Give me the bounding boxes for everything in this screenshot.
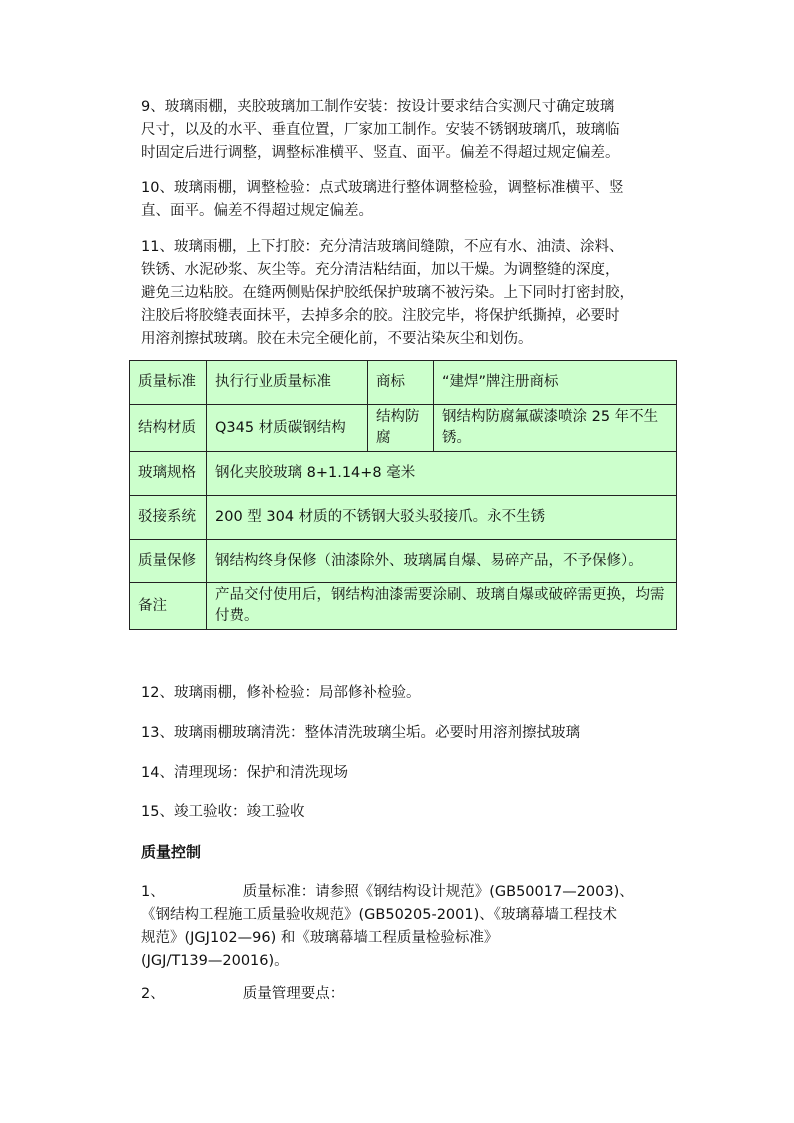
item-text: 质量标准：请参照《钢结构设计规范》(GB50017—2003)、: [242, 884, 634, 900]
text-line: 注胶后将胶缝表面抹平，去掉多余的胶。注胶完毕，将保护纸撕掉，必要时: [141, 308, 620, 324]
text-line: 《钢结构工程施工质量验收规范》(GB50205-2001)、《玻璃幕墙工程技术: [141, 907, 618, 923]
row-label-structure-material: 结构材质: [130, 405, 207, 452]
text-line: 时固定后进行调整，调整标准横平、竖直、面平。偏差不得超过规定偏差。: [141, 145, 620, 161]
text-line: 铁锈、水泥砂浆、灰尘等。充分清洁粘结面，加以干燥。为调整缝的深度，: [141, 262, 620, 278]
row-label-connection-system: 驳接系统: [130, 496, 207, 540]
table-row: [130, 540, 677, 583]
paragraph-step-10: [141, 177, 661, 223]
item-number: 1、: [141, 884, 165, 900]
text-line: 11、玻璃雨棚，上下打胶：充分清洁玻璃间缝隙，不应有水、油渍、涂料、: [141, 239, 624, 255]
text-line: (JGJ/T139—20016)。: [141, 953, 289, 969]
text-line: 15、竣工验收：竣工验收: [141, 804, 305, 820]
text-line: 12、玻璃雨棚，修补检验：局部修补检验。: [141, 685, 421, 701]
text-line: 10、玻璃雨棚，调整检验：点式玻璃进行整体调整检验，调整标准横平、竖: [141, 180, 624, 196]
paragraph-step-13: [141, 722, 661, 745]
table-row: [130, 361, 677, 405]
paragraph-step-11: [141, 236, 661, 351]
quality-item-1: [141, 881, 661, 973]
table-row: [130, 496, 677, 540]
text-line: [141, 881, 661, 904]
paragraph-step-12: [141, 682, 661, 705]
row-label-remarks: 备注: [130, 583, 207, 630]
quality-standard-value: 执行行业质量标准: [207, 361, 368, 405]
text-line: 13、玻璃雨棚玻璃清洗：整体清洗玻璃尘垢。必要时用溶剂擦拭玻璃: [141, 725, 580, 741]
trademark-value: “建焊”牌注册商标: [434, 361, 677, 405]
glass-spec-value: 钢化夹胶玻璃 8+1.14+8 毫米: [207, 452, 677, 496]
table-row: [130, 452, 677, 496]
text-line: 规范》(JGJ102—96) 和《玻璃幕墙工程质量检验标准》: [141, 930, 499, 946]
text-line: 用溶剂擦拭玻璃。胶在未完全硬化前，不要沾染灰尘和划伤。: [141, 331, 533, 347]
row-label-quality-standard: 质量标准: [130, 361, 207, 405]
warranty-value: 钢结构终身保修（油漆除外、玻璃属自爆、易碎产品，不予保修）。: [207, 540, 677, 583]
paragraph-step-9: [141, 96, 661, 165]
structure-material-value: Q345 材质碳钢结构: [207, 405, 368, 452]
product-spec-table: [129, 360, 677, 630]
text-line: 直、面平。偏差不得超过规定偏差。: [141, 203, 373, 219]
table-row: [130, 583, 677, 630]
section-heading-quality-control: 质量控制: [141, 843, 202, 861]
table-row: [130, 405, 677, 452]
row-label-glass-spec: 玻璃规格: [130, 452, 207, 496]
connection-system-value: 200 型 304 材质的不锈钢大驳头驳接爪。永不生锈: [207, 496, 677, 540]
item-number: 2、: [141, 986, 165, 1002]
paragraph-step-15: [141, 801, 661, 824]
item-text: 质量管理要点：: [242, 986, 345, 1002]
text-line: [141, 983, 661, 1006]
row-label-anticorrosion: 结构防腐: [368, 405, 434, 452]
quality-item-2: [141, 983, 661, 1006]
anticorrosion-value: 钢结构防腐氟碳漆喷涂 25 年不生锈。: [434, 405, 677, 452]
text-line: 9、玻璃雨棚，夹胶玻璃加工制作安装：按设计要求结合实测尺寸确定玻璃: [141, 99, 615, 115]
text-line: 避免三边粘胶。在缝两侧贴保护胶纸保护玻璃不被污染。上下同时打密封胶，: [141, 285, 634, 301]
row-label-warranty: 质量保修: [130, 540, 207, 583]
text-line: 尺寸，以及的水平、垂直位置，厂家加工制作。安装不锈钢玻璃爪，玻璃临: [141, 122, 620, 138]
paragraph-step-14: [141, 762, 661, 785]
remarks-value: 产品交付使用后，钢结构油漆需要涂刷、玻璃自爆或破碎需更换，均需付费。: [207, 583, 677, 630]
text-line: 14、清理现场：保护和清洗现场: [141, 765, 348, 781]
row-label-trademark: 商标: [368, 361, 434, 405]
